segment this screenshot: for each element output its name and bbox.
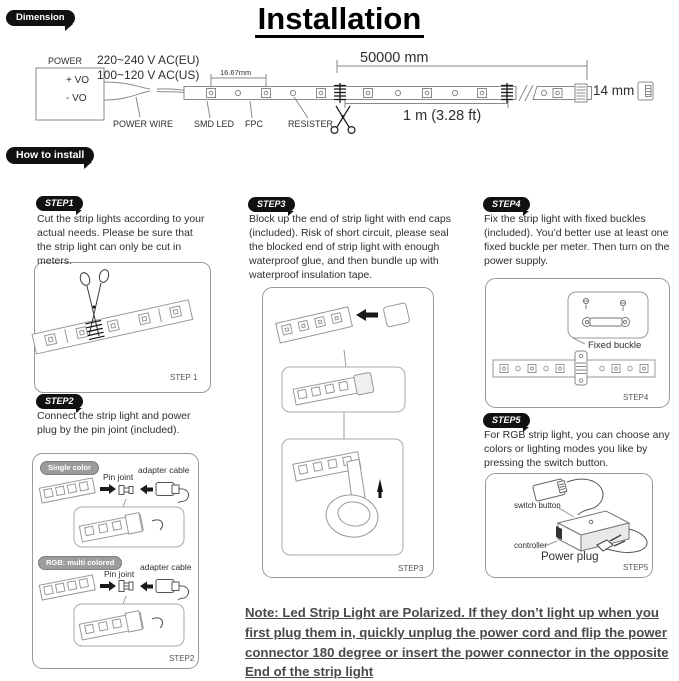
step2-figure-label: STEP2 (169, 654, 195, 663)
wire (152, 520, 163, 530)
arrow-left-icon (140, 485, 153, 495)
leader-line (123, 596, 126, 604)
step2-pin-joint-single (119, 486, 133, 495)
page-title-wrap (0, 2, 679, 38)
arrow-up-icon (377, 479, 383, 498)
step1-strip (32, 300, 193, 354)
step3-strip (276, 307, 353, 343)
power-wire-label: POWER WIRE (113, 119, 173, 129)
how-to-install-label: How to install (16, 149, 85, 161)
polarity-note: Note: Led Strip Light are Polarized. If they don’t light up when you first plug them in, quickly unplug the power cord and flip the power connector 180 degree or insert the power connector in the opposite End of the strip light (245, 605, 669, 680)
wire (152, 618, 163, 628)
step5-text: For RGB strip light, you can choose any colors or lighting modes you like by pressing the switch button. (484, 429, 670, 469)
step5-controller (556, 511, 629, 551)
page-title: Installation (255, 2, 425, 38)
step3-badge: STEP3 (248, 197, 295, 212)
arrow-left-icon (356, 309, 378, 321)
dimension-lines (211, 60, 587, 108)
power-wires (104, 82, 184, 117)
step2-adapter-single (156, 483, 189, 504)
controller-label: controller (514, 541, 547, 550)
dimension-badge-label: Dimension (16, 12, 65, 23)
step4-figure (486, 279, 670, 408)
wire (567, 479, 603, 515)
step4-buckle-on-strip (575, 351, 587, 385)
arrow-left-icon (140, 582, 153, 592)
total-length-label: 50000 mm (360, 50, 429, 66)
step3-capped-strip (293, 372, 374, 407)
adapter-cable-label: adapter cable (138, 465, 190, 475)
terminal-plus-label: + VO (66, 75, 90, 86)
step2-adapter-rgb (156, 580, 189, 601)
step2-text: Connect the strip light and power plug by the pin joint (included). (37, 410, 191, 436)
single-color-badge: Single color (40, 461, 99, 475)
power-plug-label: Power plug (541, 551, 599, 563)
step5-strip-connector (533, 478, 568, 501)
adapter-cable-label: adapter cable (140, 562, 192, 572)
strip-width-label: 14 mm (593, 83, 635, 98)
fixed-buckle-label: Fixed buckle (588, 340, 642, 351)
step3-end-cap (383, 303, 410, 328)
switch-button-label: switch button (514, 501, 561, 510)
step4-screws (583, 298, 625, 311)
step2-badge: STEP2 (36, 394, 83, 409)
power-label: POWER (48, 56, 83, 66)
smd-led-label: SMD LED (194, 119, 235, 129)
voltage-us-label: 100~120 V AC(US) (97, 68, 200, 82)
step4-badge: STEP4 (483, 197, 530, 212)
arrow-right-icon (100, 581, 116, 591)
step3-figure-label: STEP3 (398, 564, 424, 573)
cut-unit-length-label: 1 m (3.28 ft) (403, 108, 482, 124)
fpc-label: FPC (245, 119, 263, 129)
rgb-multi-colored-badge: RGB: multi colored (38, 556, 122, 570)
how-to-install-badge (6, 147, 94, 164)
step1-text: Cut the strip lights according to your actual needs. Please be sure that the strip light can only be cut in meters. (37, 213, 205, 267)
pin-joint-label: Pin joint (104, 569, 135, 579)
arrow-right-icon (100, 484, 116, 494)
step2-strip-single (39, 478, 95, 503)
step4-buckle (583, 318, 630, 327)
step2-pin-joint-rgb (119, 581, 133, 592)
step3-figure (263, 288, 434, 578)
led-pitch-label: 16.67mm (220, 68, 252, 77)
step2-joined-single (79, 512, 143, 542)
step3-text: Block up the end of strip light with end caps (included). Risk of short circuit, please seal the blocked end of strip light with enough waterproof glue, and then bundle up with waterproof insulation tape. (249, 213, 451, 281)
step4-text: Fix the strip light with fixed buckles (included). You’d better use at least one fixed buckle per meter. Then turn on the power supply. (484, 213, 670, 267)
step3-tape-band (347, 459, 365, 500)
step4-strip (493, 360, 655, 377)
step1-badge: STEP1 (36, 196, 83, 211)
step3-tape-roll (323, 492, 380, 541)
voltage-eu-label: 220~240 V AC(EU) (97, 53, 200, 67)
leader-line (123, 499, 126, 507)
step5-figure-label: STEP5 (623, 563, 649, 572)
step2-strip-rgb (39, 575, 95, 600)
step5-badge: STEP5 (483, 413, 530, 428)
step4-figure-label: STEP4 (623, 393, 649, 402)
dimension-badge (6, 10, 75, 26)
leader-line (344, 350, 346, 367)
leader-line (573, 338, 585, 344)
scissors-icon (331, 106, 355, 133)
pin-joint-label: Pin joint (103, 472, 134, 482)
step2-joined-rgb (79, 610, 143, 640)
step1-figure-label: STEP 1 (170, 373, 198, 382)
terminal-minus-label: - VO (66, 93, 87, 104)
step4-inset-box (568, 292, 648, 338)
resister-label: RESISTER (288, 119, 334, 129)
